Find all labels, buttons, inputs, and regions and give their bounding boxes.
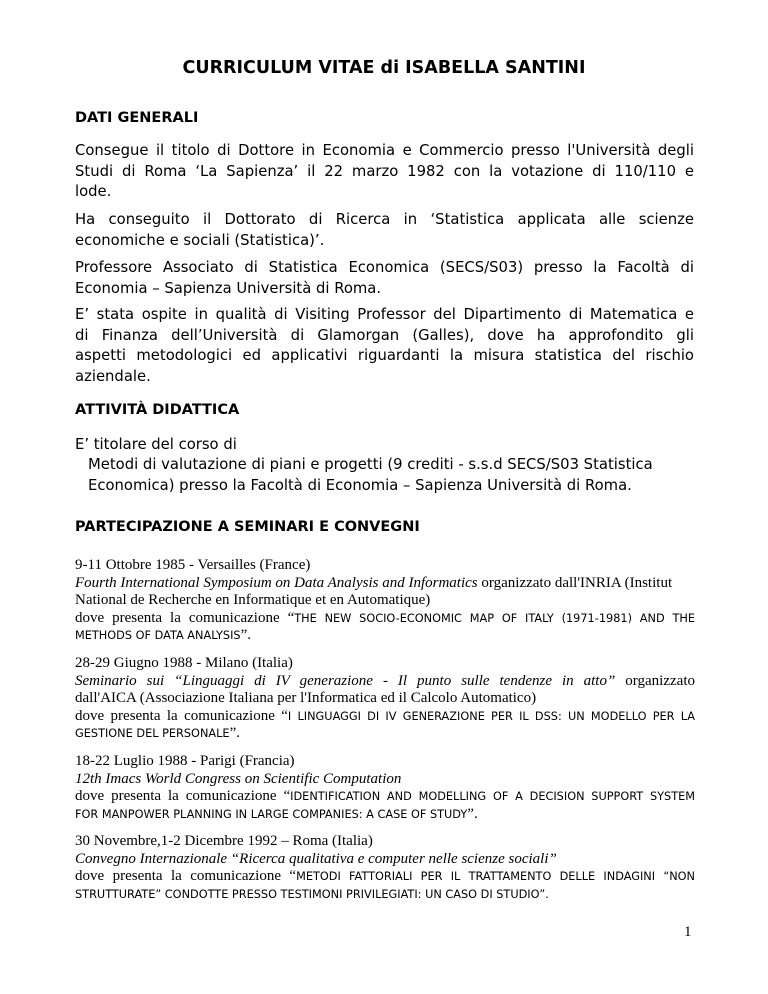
paragraph-line: Ha conseguito il Dottorato di Ricerca in ‘Statistica applicata alle scienze: [75, 211, 694, 228]
communication-title: METODI FATTORIALI PER IL TRATTAMENTO DELLE INDAGINI “NON: [296, 870, 695, 883]
paragraph-line: Metodi di valutazione di piani e progetti (9 crediti - s.s.d SECS/S03 Statistica: [88, 456, 653, 473]
seminar-event-name: 12th Imacs World Congress on Scientific Computation: [75, 770, 402, 787]
seminar-date-place: 28-29 Giugno 1988 - Milano (Italia): [75, 655, 293, 671]
seminar-communication-line: [75, 806, 695, 824]
paragraph-professore: [75, 258, 694, 299]
communication-suffix: ”.: [229, 725, 240, 741]
seminar-communication-line: [75, 886, 695, 904]
paragraph-line: Consegue il titolo di Dottore in Economia e Commercio presso l'Università degli: [75, 142, 694, 159]
seminar-event-name: Seminario sui “Linguaggi di IV generazione - Il punto sulle tendenze in atto”: [75, 672, 616, 689]
communication-prefix: dove presenta la comunicazione “: [75, 788, 291, 804]
communication-suffix: ”.: [240, 627, 252, 643]
section-heading-attivita-didattica: ATTIVITÀ DIDATTICA: [75, 402, 240, 418]
paragraph-corso-intro: [75, 435, 694, 456]
seminar-date-place: 30 Novembre,1-2 Dicembre 1992 – Roma (Italia): [75, 833, 373, 849]
communication-title: METHODS OF DATA ANALYSIS: [75, 629, 241, 642]
seminar-organizer: organizzato dall'INRIA (Institut: [477, 574, 673, 591]
paragraph-line: lode.: [75, 183, 112, 200]
paragraph-line: E’ titolare del corso di: [75, 436, 237, 453]
seminar-entry: [75, 655, 695, 743]
seminar-date-place: 9-11 Ottobre 1985 - Versailles (France): [75, 557, 311, 573]
seminar-organizer: organizzato: [615, 672, 695, 689]
paragraph-line: di Finanza dell’Università di Glamorgan (Galles), dove ha approfondito gli: [75, 326, 694, 344]
seminar-communication-line: [75, 788, 695, 806]
seminar-entry: [75, 557, 695, 645]
section-heading-dati-generali: DATI GENERALI: [75, 110, 199, 126]
seminar-event-name: Convegno Internazionale “Ricerca qualitativa e computer nelle scienze sociali”: [75, 850, 557, 867]
communication-prefix: dove presenta la comunicazione “: [75, 609, 295, 626]
page-title: CURRICULUM VITAE di ISABELLA SANTINI: [182, 58, 586, 78]
seminar-event-name: Fourth International Symposium on Data Analysis and Informatics: [75, 574, 478, 591]
paragraph-line: aziendale.: [75, 367, 151, 385]
communication-title: FOR MANPOWER PLANNING IN LARGE COMPANIES: A CASE OF STUDY: [75, 807, 468, 821]
seminar-communication-line: [75, 610, 695, 628]
seminar-entry: [75, 833, 695, 903]
paragraph-dottorato: [75, 210, 694, 251]
communication-title: I LINGUAGGI DI IV GENERAZIONE PER IL DSS: UN MODELLO PER LA: [287, 709, 695, 723]
seminar-communication-line: [75, 725, 695, 743]
paragraph-visiting: [75, 305, 694, 387]
section-heading-seminari: PARTECIPAZIONE A SEMINARI E CONVEGNI: [75, 519, 420, 535]
seminar-event-line: [75, 575, 695, 593]
paragraph-corso: [88, 455, 698, 496]
seminar-event-line: [75, 673, 695, 691]
communication-title: IDENTIFICATION AND MODELLING OF A DECISION SUPPORT SYSTEM: [290, 790, 695, 803]
paragraph-line: Studi di Roma ‘La Sapienza’ il 22 marzo 1982 con la votazione di 110/110 e: [75, 162, 694, 180]
paragraph-line: Economica) presso la Facoltà di Economia – Sapienza Università di Roma.: [88, 476, 632, 494]
communication-suffix: ”.: [467, 805, 478, 822]
seminar-entry: [75, 753, 695, 823]
paragraph-line: Professore Associato di Statistica Economica (SECS/S03) presso la Facoltà di: [75, 259, 694, 276]
communication-prefix: dove presenta la comunicazione “: [75, 868, 297, 884]
paragraph-line: Economia – Sapienza Università di Roma.: [75, 279, 382, 297]
communication-title: GESTIONE DEL PERSONALE: [75, 727, 230, 740]
seminar-communication-line: [75, 868, 695, 886]
seminar-event-line: dall'AICA (Associazione Italiana per l'Informatica ed il Calcolo Automatico): [75, 690, 537, 706]
communication-prefix: dove presenta la comunicazione “: [75, 707, 288, 724]
seminar-date-place: 18-22 Luglio 1988 - Parigi (Francia): [75, 753, 295, 769]
seminar-event-line: National de Recherche en Informatique et en Automatique): [75, 592, 431, 608]
paragraph-line: E’ stata ospite in qualità di Visiting Professor del Dipartimento di Matematica e: [75, 306, 694, 323]
paragraph-line: aspetti metodologici ed applicativi riguardanti la misura statistica del rischio: [75, 347, 694, 364]
seminar-communication-line: [75, 708, 695, 726]
paragraph-laurea: [75, 141, 694, 203]
page-number: 1: [684, 924, 692, 940]
communication-title: STRUTTURATE” CONDOTTE PRESSO TESTIMONI PRIVILEGIATI: UN CASO DI STUDIO”.: [75, 887, 549, 901]
communication-title: THE NEW SOCIO-ECONOMIC MAP OF ITALY (1971-1981) AND THE: [294, 611, 695, 625]
seminar-communication-line: [75, 627, 695, 645]
paragraph-line: economiche e sociali (Statistica)’.: [75, 231, 325, 249]
